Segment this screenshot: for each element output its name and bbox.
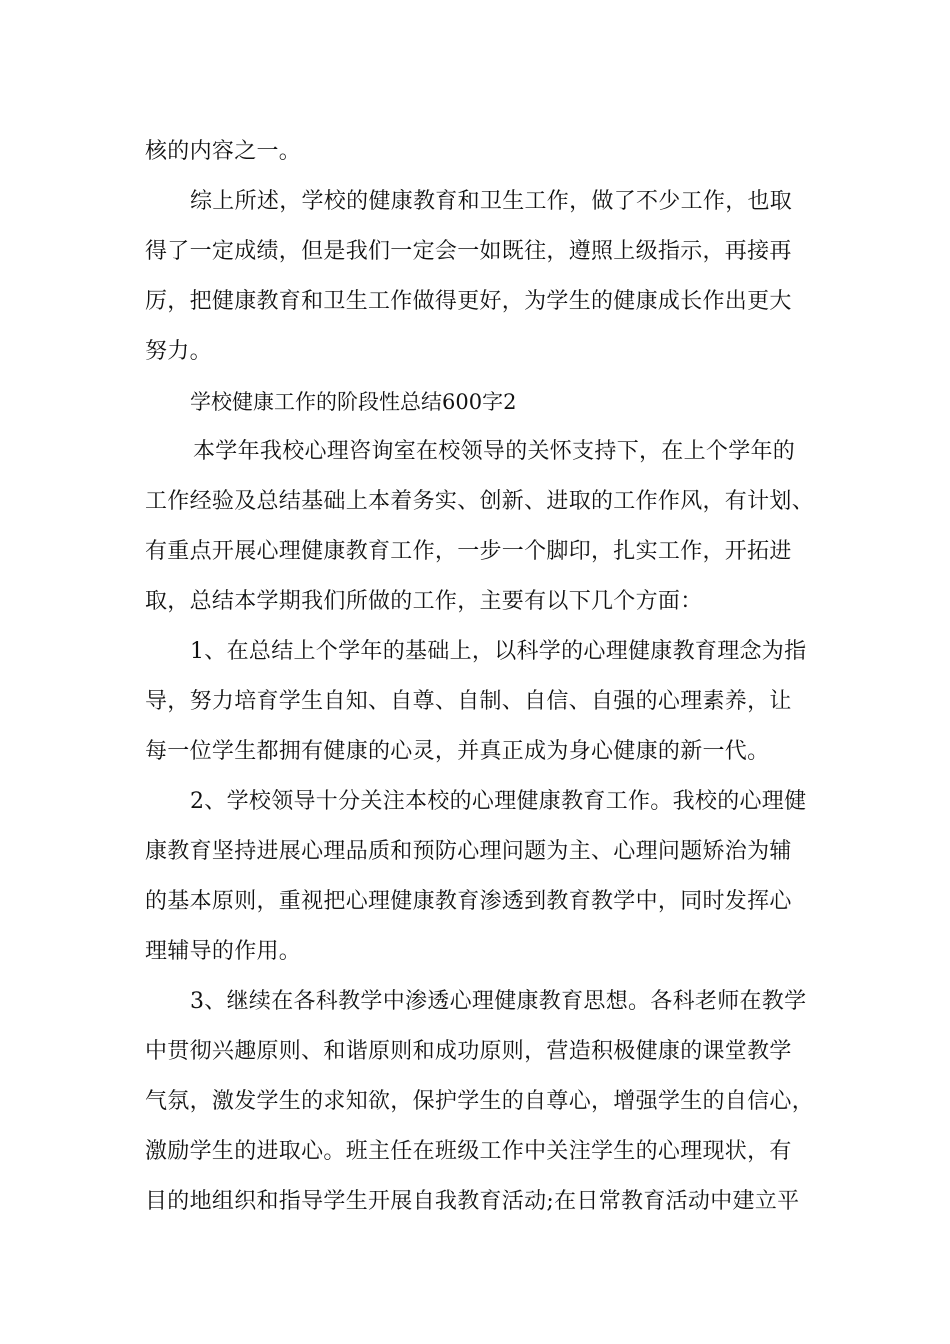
text-line: 得了一定成绩，但是我们一定会一如既往，遵照上级指示，再接再 <box>145 239 792 264</box>
text-line: 激励学生的进取心。班主任在班级工作中关注学生的心理现状，有 <box>145 1139 792 1164</box>
text-line: 目的地组织和指导学生开展自我教育活动;在日常教育活动中建立平 <box>145 1189 800 1214</box>
text-line: 每一位学生都拥有健康的心灵，并真正成为身心健康的新一代。 <box>145 739 770 764</box>
text-line: 中贯彻兴趣原则、和谐原则和成功原则，营造积极健康的课堂教学 <box>145 1039 792 1064</box>
text-line: 导，努力培育学生自知、自尊、自制、自信、自强的心理素养，让 <box>145 689 792 714</box>
text-line: 3、继续在各科教学中渗透心理健康教育思想。各科老师在教学 <box>190 989 807 1014</box>
text-line: 2、学校领导十分关注本校的心理健康教育工作。我校的心理健 <box>190 789 807 814</box>
text-line: 理辅导的作用。 <box>145 939 302 964</box>
text-line: 本学年我校心理咨询室在校领导的关怀支持下，在上个学年的 <box>193 439 796 464</box>
text-line: 工作经验及总结基础上本着务实、创新、进取的工作作风，有计划、 <box>145 489 815 514</box>
text-line: 努力。 <box>145 339 212 364</box>
text-line: 综上所述，学校的健康教育和卫生工作，做了不少工作，也取 <box>190 189 793 214</box>
section-heading: 学校健康工作的阶段性总结600字2 <box>190 390 517 414</box>
text-line: 厉，把健康教育和卫生工作做得更好，为学生的健康成长作出更大 <box>145 289 792 314</box>
text-line: 有重点开展心理健康教育工作，一步一个脚印，扎实工作，开拓进 <box>145 539 792 564</box>
text-line: 康教育坚持进展心理品质和预防心理问题为主、心理问题矫治为辅 <box>145 839 792 864</box>
text-line: 1、在总结上个学年的基础上，以科学的心理健康教育理念为指 <box>190 639 807 664</box>
text-line: 取，总结本学期我们所做的工作，主要有以下几个方面： <box>145 589 703 614</box>
text-line: 气氛，激发学生的求知欲，保护学生的自尊心，增强学生的自信心， <box>145 1089 815 1114</box>
text-line: 的基本原则，重视把心理健康教育渗透到教育教学中，同时发挥心 <box>145 889 792 914</box>
text-line: 核的内容之一。 <box>145 139 302 164</box>
